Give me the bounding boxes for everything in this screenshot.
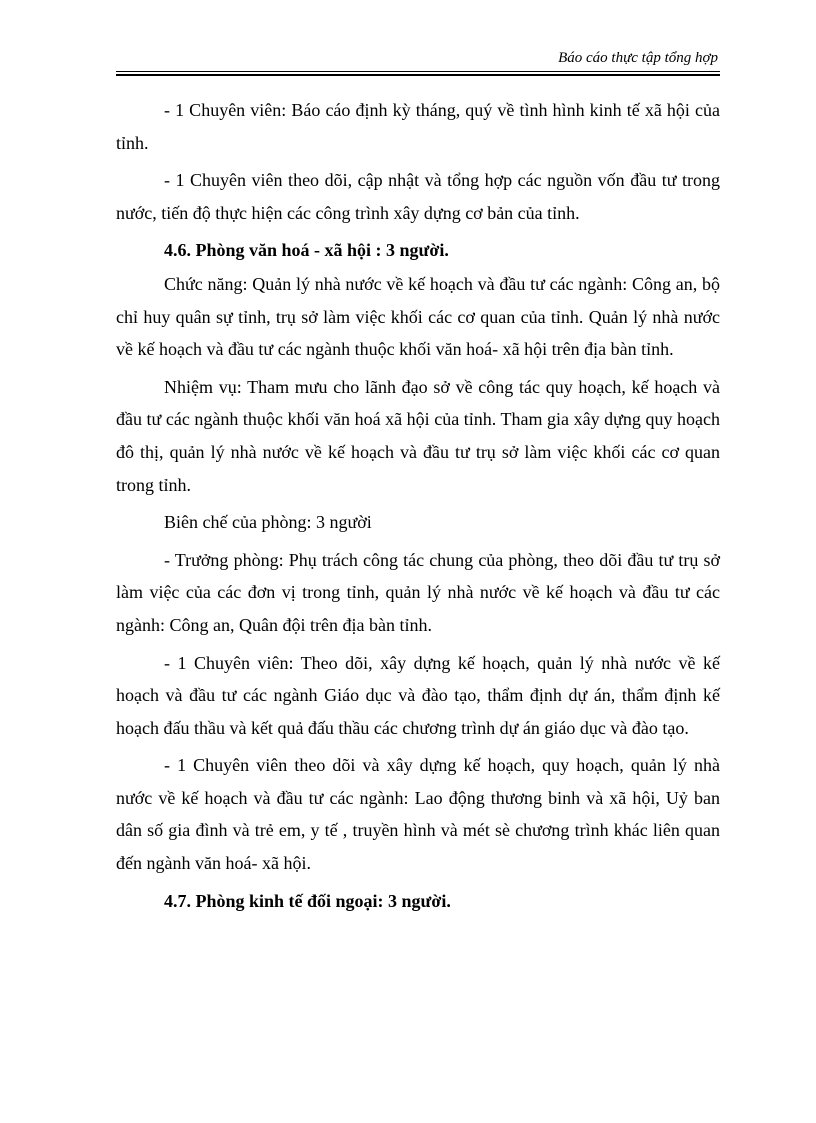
paragraph-specialist-social: - 1 Chuyên viên theo dõi và xây dựng kế hoạch, quy hoạch, quản lý nhà nước về kế hoạch và đầu tư các ngành: Lao động thương binh và xã hội, Uỷ ban dân số gia đình và trẻ em, y tế , truyền hình và mét sè chương trình khác liên quan đến ngành văn hoá- xã hội. <box>116 755 720 874</box>
paragraph-specialist-education: - 1 Chuyên viên: Theo dõi, xây dựng kế hoạch, quản lý nhà nước về kế hoạch và đầu tư các ngành Giáo dục và đào tạo, thẩm định dự án, thẩm định kế hoạch đấu thầu và kết quả đấu thầu các chương trình dự án giáo dục và đào tạo. <box>116 652 720 738</box>
paragraph-duties: Nhiệm vụ: Tham mưu cho lãnh đạo sở về công tác quy hoạch, kế hoạch và đầu tư các ngành thuộc khối văn hoá xã hội của tỉnh. Tham gia xây dựng quy hoạch đô thị, quản lý nhà nước về kế hoạch và đầu tư trụ sở làm việc khối các cơ quan trong tỉnh. <box>116 376 720 495</box>
section-heading-4-7: 4.7. Phòng kinh tế đối ngoại: 3 người. <box>164 890 451 911</box>
header-rule-thick <box>116 74 720 76</box>
paragraph-specialist-report: - 1 Chuyên viên: Báo cáo định kỳ tháng, quý về tình hình kinh tế xã hội của tỉnh. <box>116 100 720 153</box>
header-rule-thin <box>116 71 720 72</box>
running-header-title: Báo cáo thực tập tổng hợp <box>558 50 718 66</box>
paragraph-function: Chức năng: Quản lý nhà nước về kế hoạch và đầu tư các ngành: Công an, bộ chỉ huy quân sự tỉnh, trụ sở làm việc khối các cơ quan của tỉnh. Quản lý nhà nước về kế hoạch và đầu tư các ngành thuộc khối văn hoá- xã hội trên địa bàn tỉnh. <box>116 273 720 360</box>
document-body <box>116 94 720 918</box>
section-heading-4-6: 4.6. Phòng văn hoá - xã hội : 3 người. <box>164 240 449 261</box>
paragraph-staffing: Biên chế của phòng: 3 người <box>164 512 372 533</box>
paragraph-head-of-department: - Trưởng phòng: Phụ trách công tác chung của phòng, theo dõi đầu tư trụ sở làm việc của các đơn vị trong tỉnh, quản lý nhà nước về kế hoạch và đầu tư các ngành: Công an, Quân đội trên địa bàn tỉnh. <box>116 549 720 635</box>
paragraph-specialist-capital: - 1 Chuyên viên theo dõi, cập nhật và tổng hợp các nguồn vốn đầu tư trong nước, tiến độ thực hiện các công trình xây dựng cơ bản của tỉnh. <box>116 170 720 223</box>
